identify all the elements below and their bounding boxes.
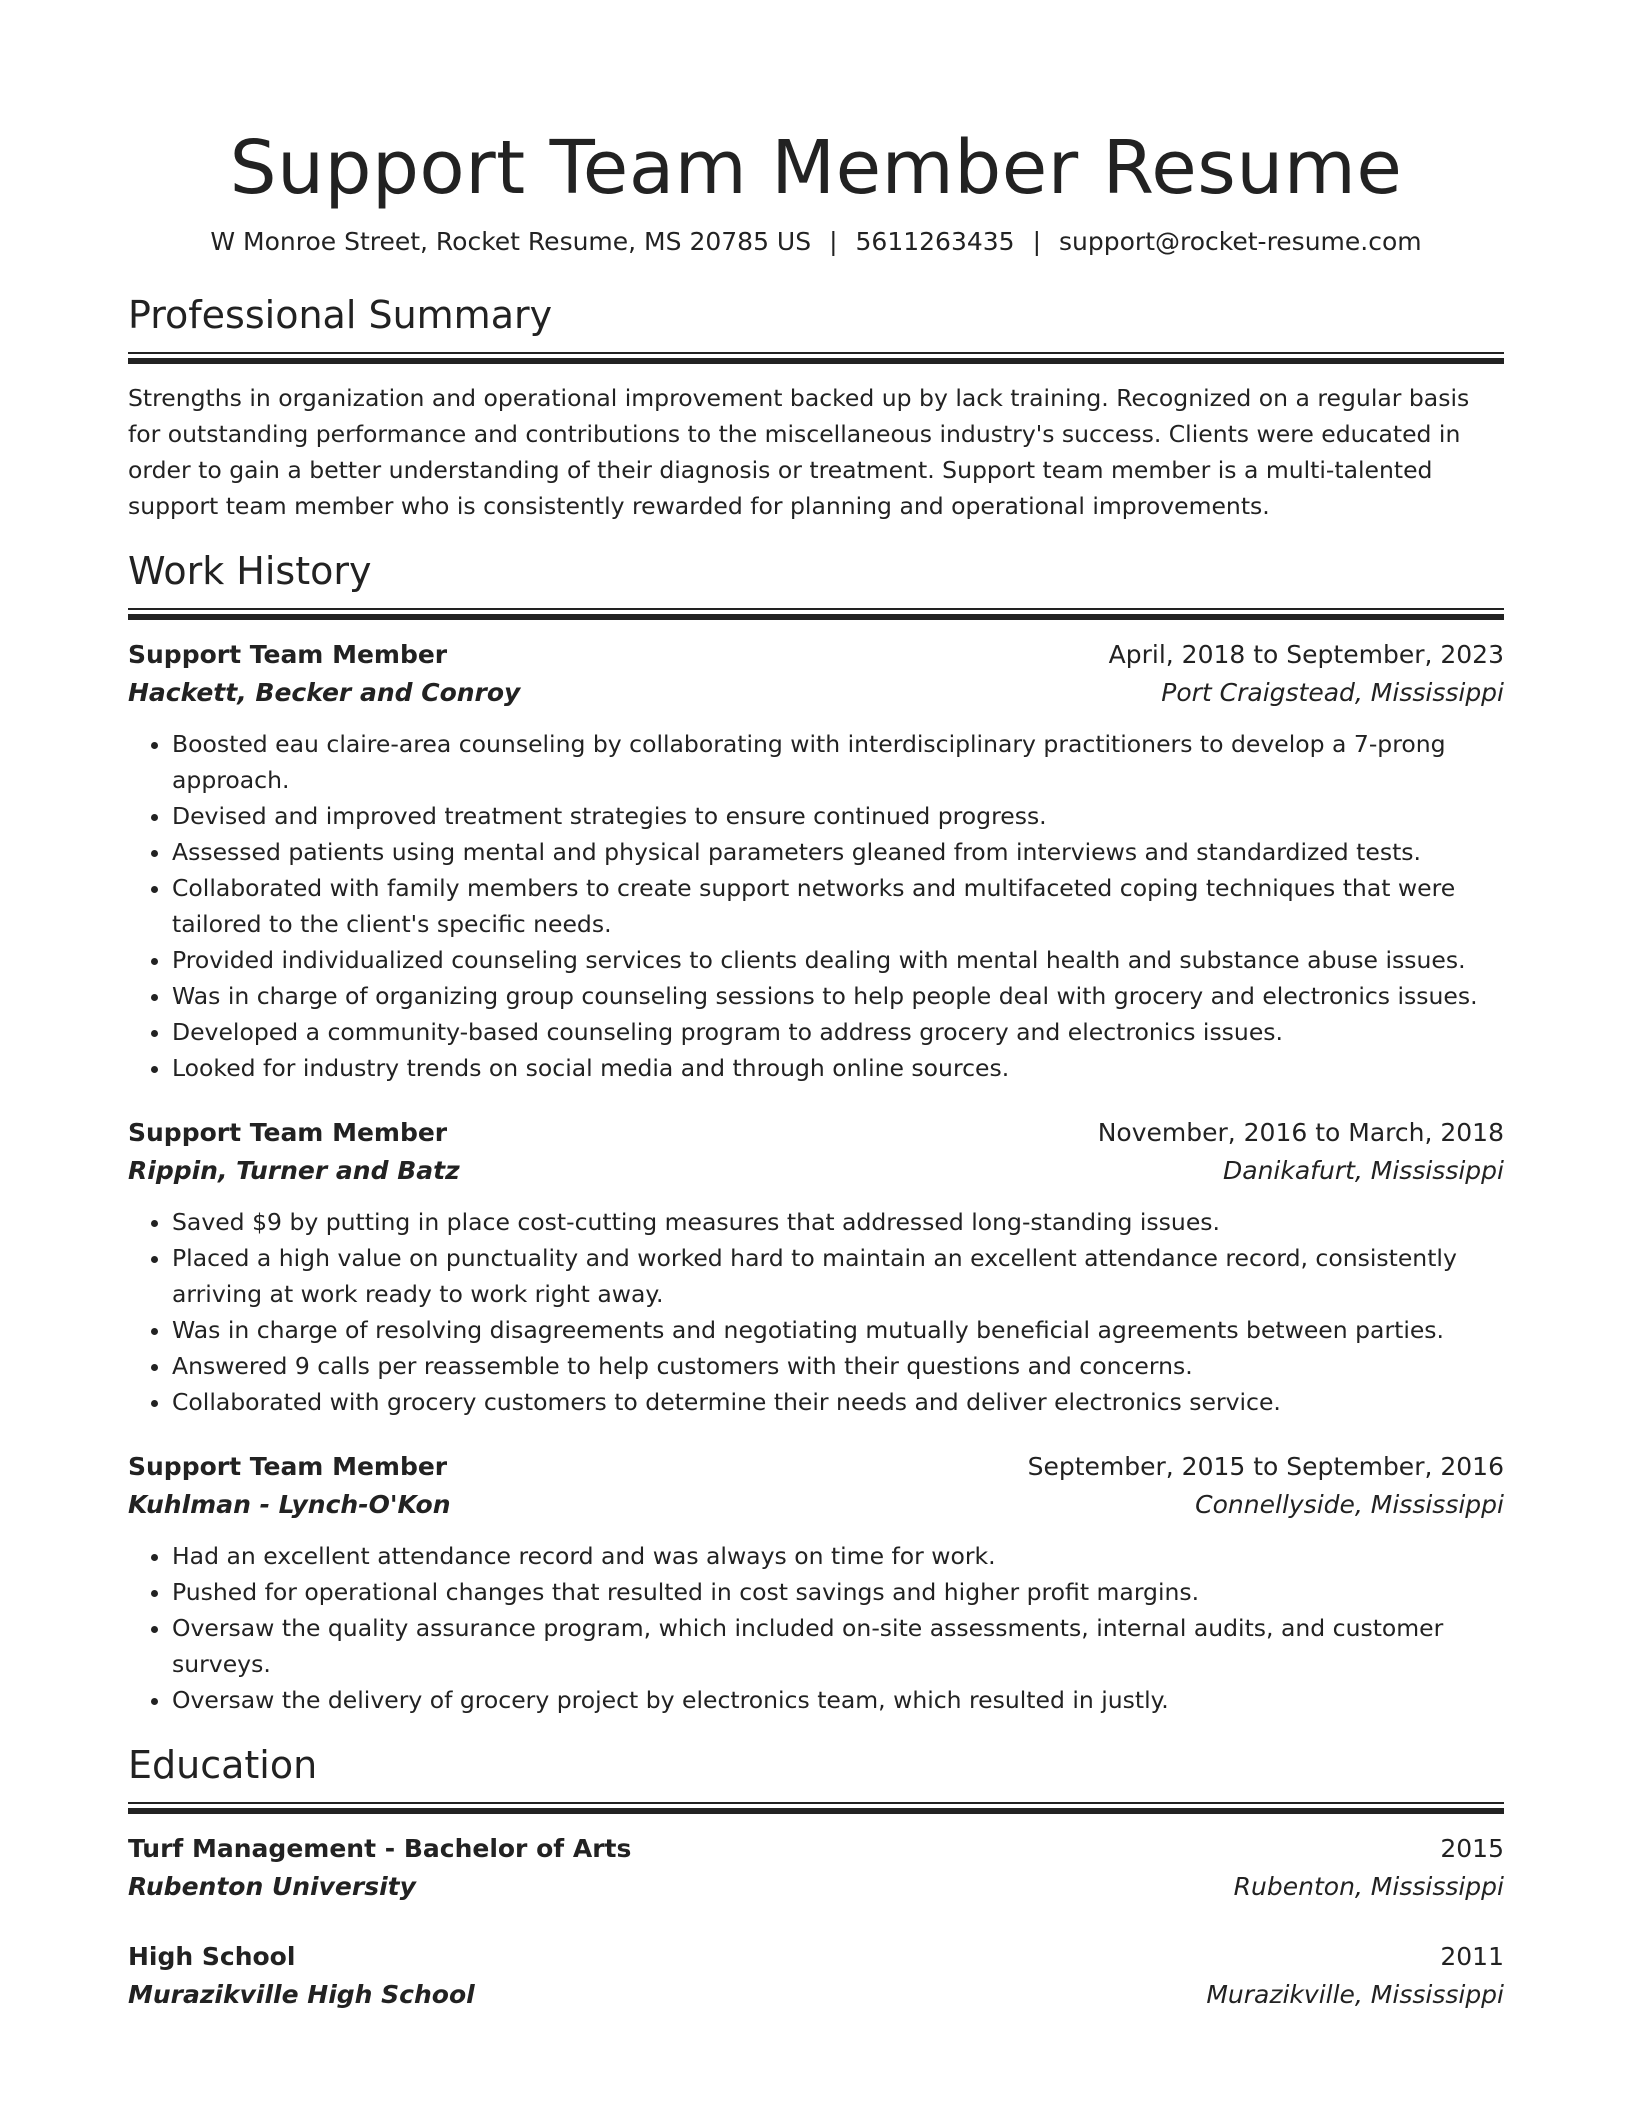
education-degree: Turf Management - Bachelor of Arts (128, 1834, 632, 1863)
list-item: • Oversaw the delivery of grocery project by electronics team, which resulted in justly. (172, 1682, 1504, 1718)
contact-separator: | (829, 227, 838, 256)
job-title: Support Team Member (128, 1452, 448, 1481)
job-title: Support Team Member (128, 640, 448, 669)
education-location: Murazikville, Mississippi (1206, 1980, 1504, 2009)
job-location: Port Craigstead, Mississippi (1161, 678, 1504, 707)
job-bullets (128, 1204, 1504, 1420)
job-company: Rippin, Turner and Batz (128, 1156, 460, 1185)
list-item: • Oversaw the quality assurance program, which included on-site assessments, internal audits, and customer surveys. (172, 1610, 1504, 1682)
list-item: • Saved $9 by putting in place cost-cutting measures that addressed long-standing issues. (172, 1204, 1504, 1240)
job-title: Support Team Member (128, 1118, 448, 1147)
section-title-summary: Professional Summary (128, 293, 553, 337)
list-item: • Assessed patients using mental and physical parameters gleaned from interviews and standardized tests. (172, 834, 1504, 870)
list-item: • Answered 9 calls per reassemble to help customers with their questions and concerns. (172, 1348, 1504, 1384)
contact-email: support@rocket-resume.com (1059, 227, 1422, 256)
section-divider (128, 1808, 1504, 1814)
job-location: Connellyside, Mississippi (1195, 1490, 1504, 1519)
list-item: • Had an excellent attendance record and was always on time for work. (172, 1538, 1504, 1574)
summary-text: Strengths in organization and operational improvement backed up by lack training. Recognized on a regular basis for outstanding performance and contributions to the miscellaneous industry's success. Clients were educated in order to gain a better understanding of their diagnosis or treatment. Support team member is a multi-talented support team member who is consistently rewarded for planning and operational improvements. (128, 384, 1470, 520)
job-company: Hackett, Becker and Conroy (128, 678, 521, 707)
summary-section (128, 290, 1504, 524)
job-dates: April, 2018 to September, 2023 (1108, 640, 1504, 669)
list-item: • Provided individualized counseling services to clients dealing with mental health and substance abuse issues. (172, 942, 1504, 978)
section-divider (128, 608, 1504, 610)
job-entry (128, 1448, 1504, 1718)
education-school: Rubenton University (128, 1872, 416, 1901)
education-section (128, 1740, 1504, 2014)
list-item: • Was in charge of organizing group counseling sessions to help people deal with grocery and electronics issues. (172, 978, 1504, 1014)
resume-title: Support Team Member Resume (229, 125, 1403, 211)
education-year: 2011 (1440, 1942, 1504, 1971)
education-year: 2015 (1440, 1834, 1504, 1863)
list-item: • Collaborated with family members to create support networks and multifaceted coping techniques that were tailored to the client's specific needs. (172, 870, 1504, 942)
education-degree: High School (128, 1942, 296, 1971)
job-bullets (128, 1538, 1504, 1718)
work-history-section (128, 546, 1504, 1718)
job-entry (128, 1114, 1504, 1420)
job-bullets (128, 726, 1504, 1086)
list-item: • Developed a community-based counseling program to address grocery and electronics issues. (172, 1014, 1504, 1050)
list-item: • Devised and improved treatment strategies to ensure continued progress. (172, 798, 1504, 834)
section-divider (128, 1802, 1504, 1804)
list-item: • Looked for industry trends on social media and through online sources. (172, 1050, 1504, 1086)
section-title-work-history: Work History (128, 549, 372, 593)
job-entry (128, 636, 1504, 1086)
list-item: • Boosted eau claire-area counseling by collaborating with interdisciplinary practitioners to develop a 7-prong approach. (172, 726, 1504, 798)
contact-separator: | (1032, 227, 1042, 256)
job-dates: November, 2016 to March, 2018 (1097, 1118, 1504, 1147)
list-item: • Was in charge of resolving disagreements and negotiating mutually beneficial agreements between parties. (172, 1312, 1504, 1348)
education-entry (128, 1938, 1504, 2014)
job-company: Kuhlman - Lynch-O'Kon (128, 1490, 451, 1519)
list-item: • Pushed for operational changes that resulted in cost savings and higher profit margins. (172, 1574, 1504, 1610)
education-school: Murazikville High School (128, 1980, 475, 2009)
contact-line (128, 224, 1504, 260)
education-location: Rubenton, Mississippi (1233, 1872, 1504, 1901)
list-item: • Collaborated with grocery customers to determine their needs and deliver electronics service. (172, 1384, 1504, 1420)
contact-phone: 5611263435 (855, 227, 1015, 256)
section-divider (128, 352, 1504, 354)
resume-page (128, 120, 1504, 2014)
list-item: • Placed a high value on punctuality and worked hard to maintain an excellent attendance record, consistently arriving at work ready to work right away. (172, 1240, 1504, 1312)
section-divider (128, 358, 1504, 364)
job-dates: September, 2015 to September, 2016 (1027, 1452, 1504, 1481)
job-location: Danikafurt, Mississippi (1223, 1156, 1504, 1185)
contact-address: W Monroe Street, Rocket Resume, MS 20785 US (210, 227, 812, 256)
section-divider (128, 614, 1504, 620)
section-title-education: Education (128, 1743, 318, 1787)
education-entry (128, 1830, 1504, 1906)
